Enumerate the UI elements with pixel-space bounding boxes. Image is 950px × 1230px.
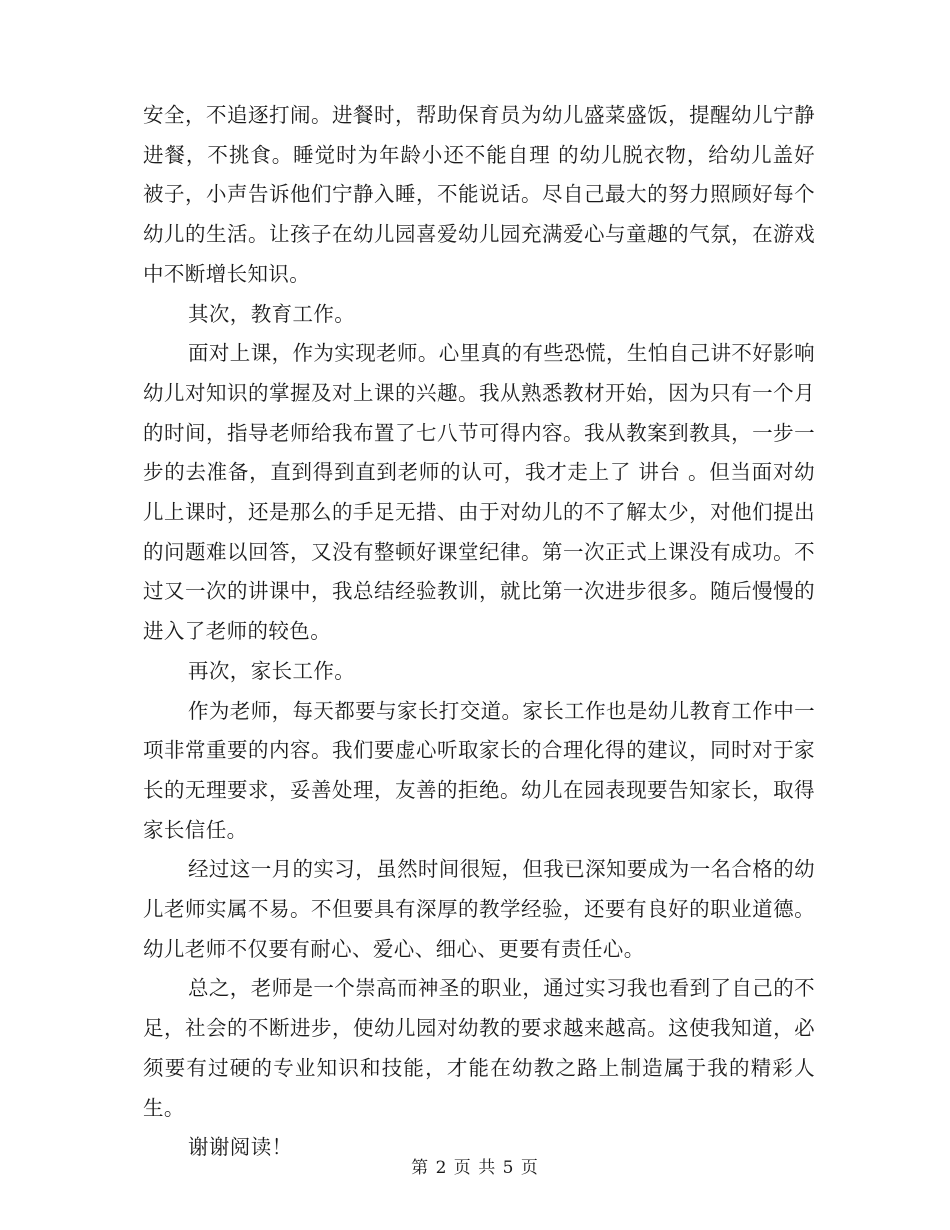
paragraph-conclusion: 总之，老师是一个崇高而神圣的职业，通过实习我也看到了自己的不足，社会的不断进步，使幼儿园对幼教的要求越来越高。这使我知道，必须要有过硬的专业知识和技能，才能在幼教之路上制造属于我的精彩人生。	[143, 976, 815, 1120]
heading-education-work: 其次，教育工作。	[188, 301, 356, 326]
document-body	[143, 96, 815, 1168]
paragraph-care-work: 安全，不追逐打闹。进餐时，帮助保育员为幼儿盛菜盛饭，提醒幼儿宁静进餐，不挑食。睡觉时为年龄小还不能自理 的幼儿脱衣物，给幼儿盖好被子，小声告诉他们宁静入睡，不能说话。尽自己最大的努力照顾好每个幼儿的生活。让孩子在幼儿园喜爱幼儿园充满爱心与童趣的气氛，在游戏中不断增长知识。	[143, 103, 815, 286]
paragraph-parents: 作为老师，每天都要与家长打交道。家长工作也是幼儿教育工作中一项非常重要的内容。我们要虚心听取家长的合理化得的建议，同时对于家长的无理要求，妥善处理，友善的拒绝。幼儿在园表现要告知家长，取得家长信任。	[143, 698, 815, 842]
paragraph-teaching: 面对上课，作为实现老师。心里真的有些恐慌，生怕自己讲不好影响幼儿对知识的掌握及对上课的兴趣。我从熟悉教材开始，因为只有一个月的时间，指导老师给我布置了七八节可得内容。我从教案到教具，一步一步的去准备，直到得到直到老师的认可，我才走上了 讲台 。但当面对幼儿上课时，还是那么的手足无措、由于对幼儿的不了解太少，对他们提出的问题难以回答，又没有整顿好课堂纪律。第一次正式上课没有成功。不过又一次的讲课中，我总结经验教训，就比第一次进步很多。随后慢慢的进入了老师的较色。	[143, 341, 815, 644]
paragraph-thanks: 谢谢阅读！	[188, 1135, 293, 1160]
heading-parent-work: 再次，家长工作。	[188, 658, 356, 683]
paragraph-internship-reflection: 经过这一月的实习，虽然时间很短，但我已深知要成为一名合格的幼儿老师实属不易。不但要具有深厚的教学经验，还要有良好的职业道德。幼儿老师不仅要有耐心、爱心、细心、更要有责任心。	[143, 857, 815, 961]
page-number: 第 2 页 共 5 页	[411, 1158, 539, 1178]
